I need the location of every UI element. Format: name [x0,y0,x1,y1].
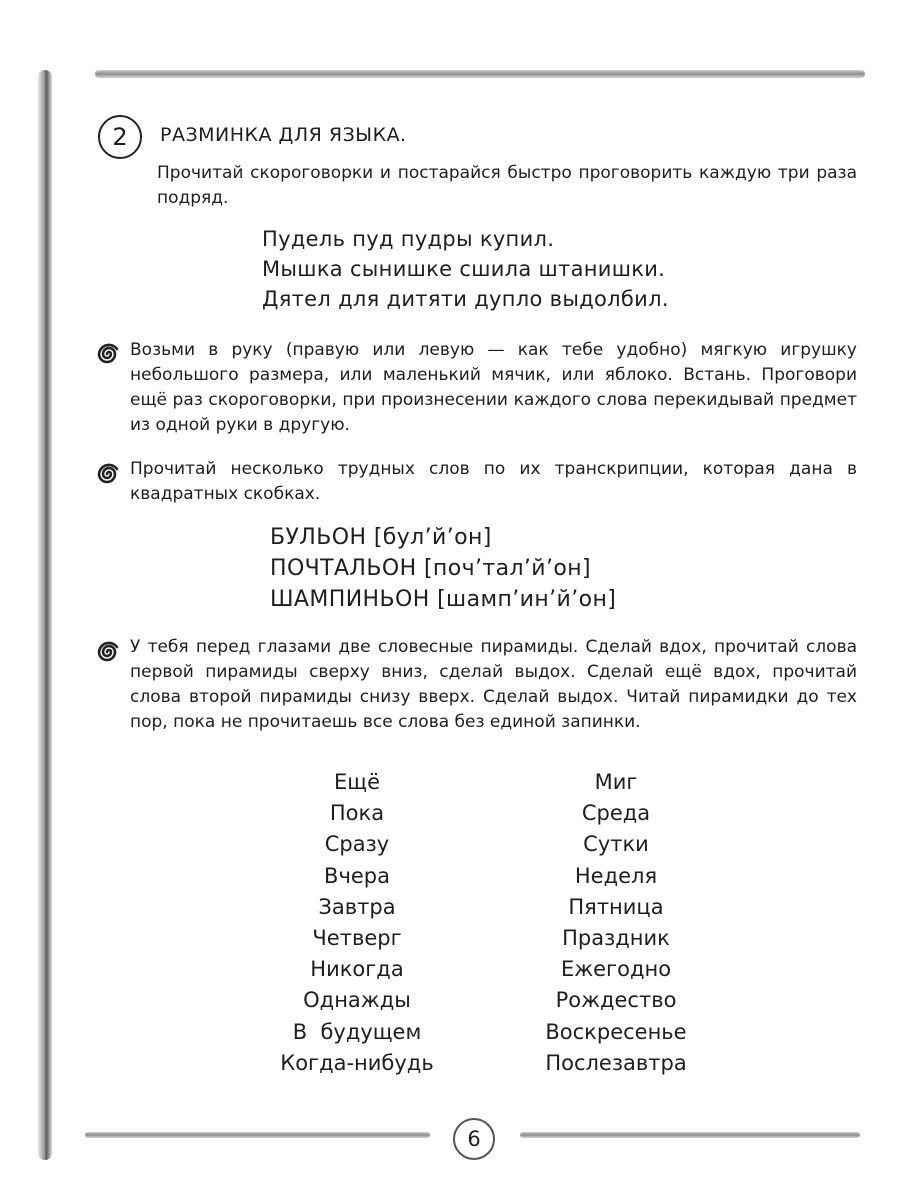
transcription-word: БУЛЬОН [270,525,367,550]
transcription-value: [бул’й’он] [373,525,492,550]
tongue-twister: Пудель пуд пудры купил. [262,227,555,251]
section-title: РАЗМИНКА ДЛЯ ЯЗЫКА. [160,124,407,146]
spiral-icon [95,340,123,368]
spiral-icon [95,460,123,488]
page-number: 6 [453,1118,495,1160]
pyramid-word: Неделя [574,864,658,888]
pyramid-word: В будущем [292,1020,422,1044]
pyramid-word: Праздник [562,926,670,950]
spiral-icon [95,638,123,666]
pyramid-word: Пока [329,801,385,825]
tongue-twister: Дятел для дитяти дупло выдолбил. [262,287,669,311]
tongue-twister: Мышка сынишке сшила штанишки. [262,257,666,281]
bottom-divider-right [520,1132,860,1138]
pyramid-word: Послезавтра [545,1051,687,1075]
exercise-text: Возьми в руку (правую или левую — как тебе удобно) мягкую игрушку небольшого размера, или маленький мячик, или яблоко. Встань. Проговори ещё раз скороговорки, при произнесении каждого слова перекидывай предмет из одной руки в другую. [130,340,857,435]
top-divider [95,70,865,78]
pyramid-word: Когда-нибудь [280,1051,434,1075]
section-number-badge: 2 [98,115,142,159]
pyramid-word: Сутки [583,832,649,856]
bottom-divider-left [85,1132,430,1138]
pyramid-word: Ежегодно [560,957,672,981]
exercise-text: Прочитай несколько трудных слов по их транскрипции, которая дана в квадратных скобках. [130,459,857,504]
transcription-line [270,587,616,612]
exercise-text: У тебя перед глазами две словесные пирамиды. Сделай вдох, прочитай слова первой пирамиды сверху вниз, сделай выдох. Сделай ещё вдох, прочитай слова второй пирамиды снизу вверх. Сделай выдох. Читай пирамидки до тех пор, пока не прочитаешь все слова без единой запинки. [130,637,857,732]
transcription-value: [шамп’ин’й’он] [437,587,617,612]
pyramid-word: Миг [594,770,638,794]
pyramid-word: Воскресенье [545,1020,687,1044]
pyramid-word: Рождество [555,988,677,1012]
transcription-value: [поч’тал’й’он] [423,556,592,581]
pyramid-word: Однажды [303,988,411,1012]
transcription-line [270,525,492,550]
transcription-word: ПОЧТАЛЬОН [270,556,417,581]
pyramid-word: Среда [581,801,651,825]
pyramid-word: Вчера [324,864,390,888]
pyramid-word: Сразу [324,832,390,856]
pyramid-word: Ещё [334,770,380,794]
pyramid-word: Пятница [568,895,664,919]
transcription-line [270,556,591,581]
pyramid-word: Завтра [318,895,396,919]
section-intro: Прочитай скороговорки и постарайся быстро проговорить каждую три раза подряд. [157,163,857,208]
pyramid-word: Никогда [310,957,404,981]
page-spine-shadow [38,70,52,1160]
transcription-word: ШАМПИНЬОН [270,587,430,612]
pyramid-word: Четверг [312,926,402,950]
